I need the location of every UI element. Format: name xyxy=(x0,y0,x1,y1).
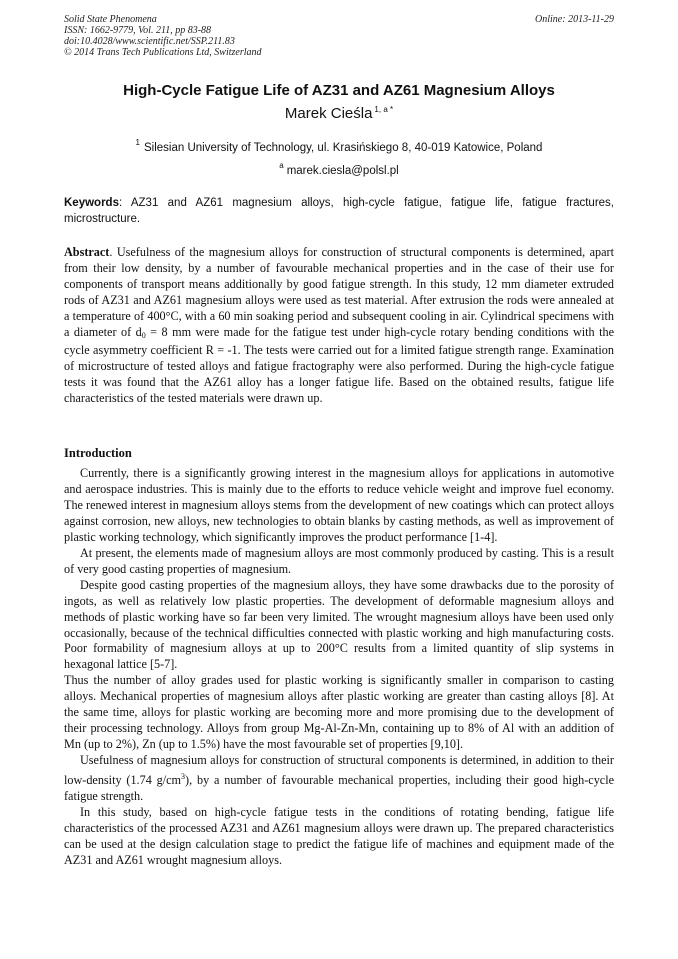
author-marks: 1, a * xyxy=(374,105,394,114)
author-name: Marek Cieśla xyxy=(284,105,373,122)
journal-header xyxy=(64,14,262,58)
email-line xyxy=(0,161,678,177)
affiliation-text: Silesian University of Technology, ul. Krasińskiego 8, 40-019 Katowice, Poland xyxy=(143,142,543,154)
doi-line: doi:10.4028/www.scientific.net/SSP.211.83 xyxy=(64,36,235,47)
introduction-body xyxy=(64,466,614,869)
intro-paragraph-6: In this study, based on high-cycle fatigue tests in the conditions of rotating bending, fatigue life characteristics of the processed AZ31 and AZ61 magnesium alloys were drawn up. The prepared characteristics can be used at the design calculation stage to predict the fatigue life of machines and equipment made of the AZ31 and AZ61 wrought magnesium alloys. xyxy=(64,805,614,867)
abstract-text-2: = 8 mm were made for the fatigue test under high-cycle rotary bending conditions with the cycle asymmetry coefficient R = -1. The tests were carried out for a limited fatigue strength range. Examination of microstructure of tested alloys and fatigue fractography were also performed. During the high-cycle fatigue tests it was found that the AZ61 alloy has a longer fatigue life. Based on the obtained results, fatigue life characteristics of the tested materials were drawn up. xyxy=(64,324,614,406)
issn-line: ISSN: 1662-9779, Vol. 211, pp 83-88 xyxy=(64,25,212,36)
copyright-line: © 2014 Trans Tech Publications Ltd, Switzerland xyxy=(64,47,262,58)
intro-paragraph-5 xyxy=(64,753,614,805)
intro-paragraph-5-superscript: 3 xyxy=(181,772,186,782)
online-date: Online: 2013-11-29 xyxy=(535,14,614,25)
abstract-text-1: . Usefulness of the magnesium alloys for construction of structural components is determined, apart from their low density, by a number of favourable mechanical properties and in the case of their use for components of transport means additionally by good fatigue strength. In this study, 12 mm diameter extruded rods of AZ31 and AZ61 magnesium alloys were used as test material. After extrusion the rods were annealed at a temperature of 400°C, with a 60 min soaking period and subsequent cooling in air. Cylindrical specimens with a diameter of d xyxy=(64,245,614,339)
abstract-block xyxy=(64,245,614,407)
intro-paragraph-1: Currently, there is a significantly growing interest in the magnesium alloys for applications in automotive and aerospace industries. This is mainly due to the efforts to reduce vehicle weight and improve fuel economy. The renewed interest in magnesium alloys stems from the development of new coatings which can protect alloys against corrosion, new alloys, new technologies to obtain blanks by casting methods, as well as improvement of plastic working technology, which significantly improves the product performance [1-4]. xyxy=(64,466,614,544)
journal-name: Solid State Phenomena xyxy=(64,14,157,25)
intro-paragraph-5-b: ), by a number of favourable mechanical properties, including their good high-cycle fatigue strength. xyxy=(64,773,614,804)
abstract-subscript: 0 xyxy=(141,330,146,340)
affiliation-mark: 1 xyxy=(135,138,140,147)
intro-paragraph-3: Despite good casting properties of the magnesium alloys, they have some drawbacks due to the porosity of ingots, as well as relatively low plastic properties. The development of deformable magnesium alloys and methods of plastic working have so far been very limited. The wrought magnesium alloys have been used only occasionally, because of the technical difficulties connected with plastic working and high manufacturing costs. Poor formability of magnesium alloys at up to 200°C results from a limited quantity of slip systems in hexagonal lattice [5-7]. xyxy=(64,577,614,672)
paper-title: High-Cycle Fatigue Life of AZ31 and AZ61 Magnesium Alloys xyxy=(123,82,555,99)
author-line xyxy=(0,105,678,122)
keywords-text: : AZ31 and AZ61 magnesium alloys, high-cycle fatigue, fatigue life, fatigue fractures, microstructure. xyxy=(64,197,614,225)
intro-paragraph-2: At present, the elements made of magnesium alloys are most commonly produced by casting. This is a result of very good casting properties of magnesium. xyxy=(64,545,614,576)
intro-paragraph-5-a: Usefulness of magnesium alloys for construction of structural components is determined, in addition to their low-density (1.74 g/cm xyxy=(64,753,614,788)
intro-paragraph-4: Thus the number of alloy grades used for plastic working is significantly smaller in comparison to casting alloys. Mechanical properties of magnesium alloys after plastic working are greater than casting alloys [8]. At the same time, alloys for plastic working are becoming more and more promising due to the development of their processing technology. Alloys from group Mg-Al-Zn-Mn, containing up to 8% of Al with an addition of Mn (up to 2%), Zn (up to 1.5%) have the most favourable set of properties [9,10]. xyxy=(64,673,614,752)
abstract-label: Abstract xyxy=(64,245,110,259)
keywords-block xyxy=(64,195,614,227)
section-heading-introduction: Introduction xyxy=(64,446,132,460)
email-address[interactable]: marek.ciesla@polsl.pl xyxy=(286,165,399,177)
affiliation xyxy=(0,138,678,154)
email-mark: a xyxy=(279,161,284,170)
keywords-label: Keywords xyxy=(64,197,119,209)
